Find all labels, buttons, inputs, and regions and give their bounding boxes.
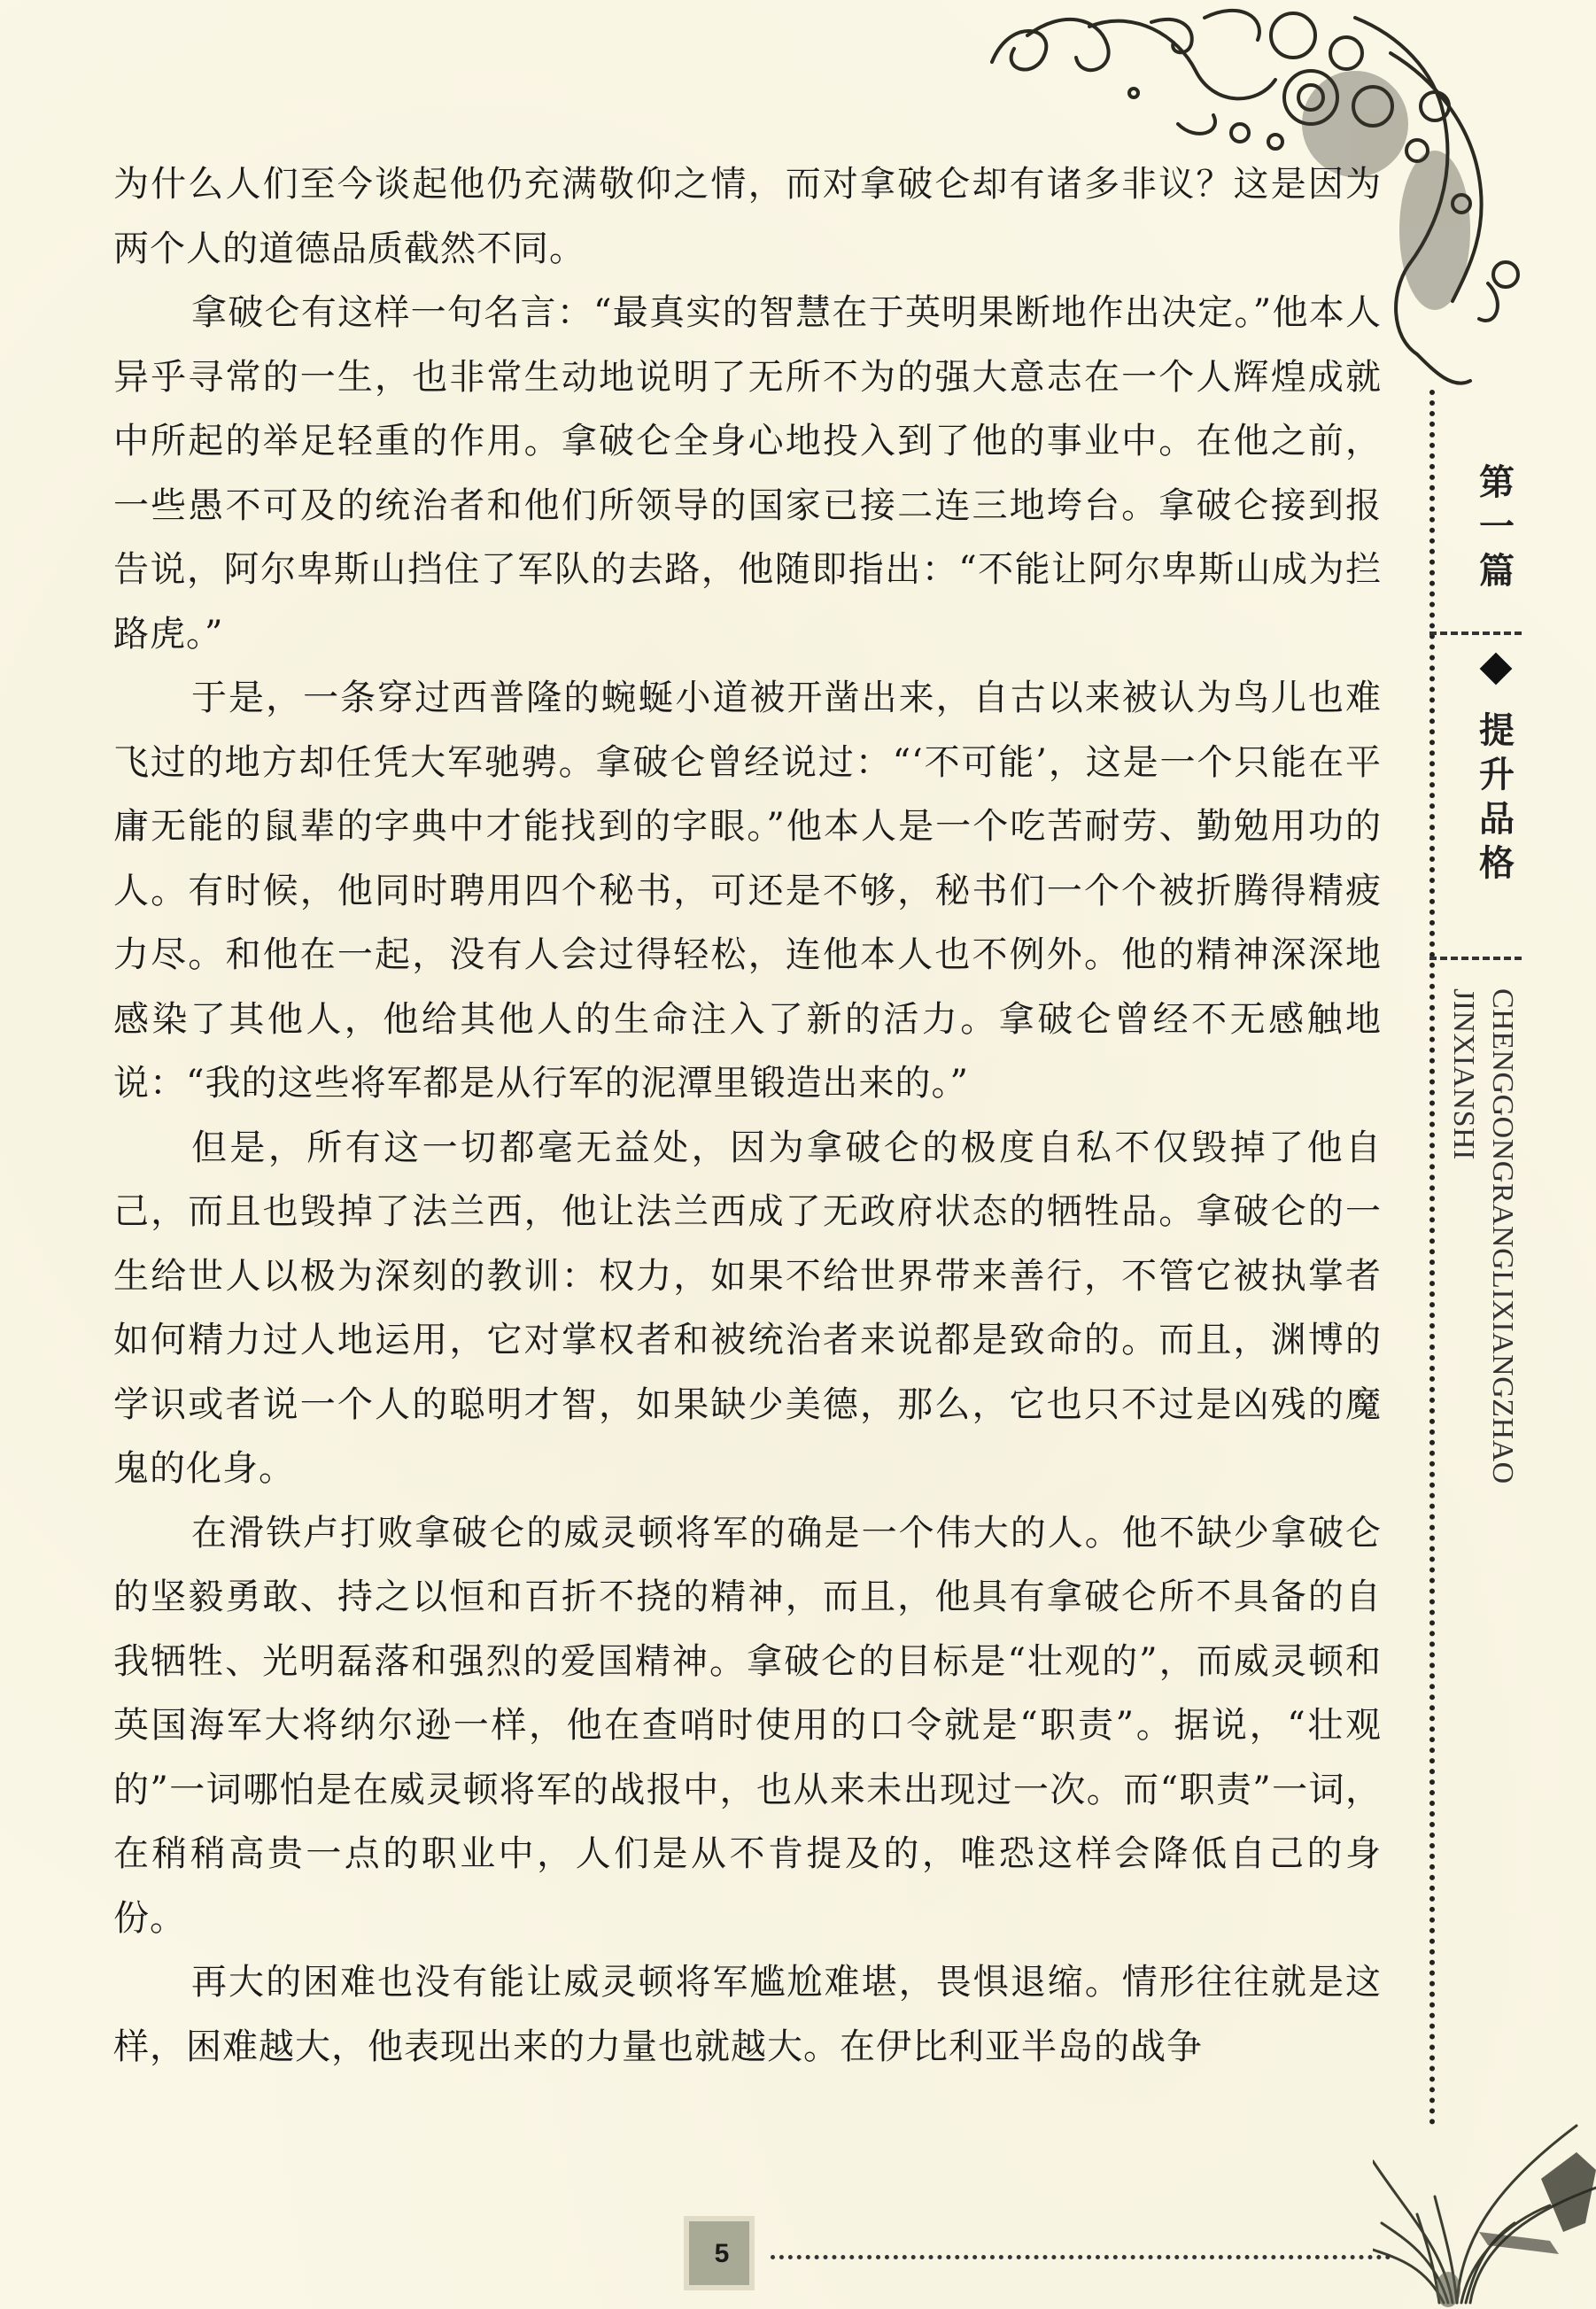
paragraph: 再大的困难也没有能让威灵顿将军尴尬难堪，畏惧退缩。情形往往就是这样，困难越大，他表现出来的力量也就越大。在伊比利亚半岛的战争 xyxy=(113,1962,1382,2067)
chapter-label: 第 一 篇 xyxy=(1479,462,1515,592)
paragraph: 于是，一条穿过西普隆的蜿蜒小道被开凿出来，自古以来被认为鸟儿也难飞过的地方却任凭大军驰骋。拿破仑曾经说过：“‘不可能’，这是一个只能在平庸无能的鼠辈的字典中才能找到的字眼。”他本人是一个吃苦耐劳、勤勉用功的人。有时候，他同时聘用四个秘书，可还是不够，秘书们一个个被折腾得精疲力尽。和他在一起，没有人会过得轻松，连他本人也不例外。他的精神深深地感染了其他人，他给其他人的生命注入了新的活力。拿破仑曾经不无感触地说：“我的这些将军都是从行军的泥潭里锻造出来的。” xyxy=(113,678,1382,1104)
sidebar-dotted-rule xyxy=(1429,390,1435,2126)
sidebar-divider xyxy=(1429,631,1522,635)
body-text xyxy=(113,152,1382,2079)
footer-dotted-rule xyxy=(771,2255,1391,2259)
sidebar-divider xyxy=(1429,957,1522,960)
book-title-pinyin: CHENGGONGRANGLIXIANGZHAO JINXIANSHI xyxy=(1447,988,1519,1484)
grass-butterfly-icon xyxy=(1373,2037,1596,2309)
section-label: 提 升 品 格 xyxy=(1479,710,1515,884)
page-number-badge xyxy=(673,2214,788,2294)
paragraph: 但是，所有这一切都毫无益处，因为拿破仑的极度自私不仅毁掉了他自己，而且也毁掉了法兰西，他让法兰西成了无政府状态的牺牲品。拿破仑的一生给世人以极为深刻的教训：权力，如果不给世界带来善行，不管它被执掌者如何精力过人地运用，它对掌权者和被统治者来说都是致命的。而且，渊博的学识或者说一个人的聪明才智，如果缺少美德，那么，它也只不过是凶残的魔鬼的化身。 xyxy=(113,1127,1382,1489)
paragraph: 拿破仑有这样一句名言：“最真实的智慧在于英明果断地作出决定。”他本人异乎寻常的一生，也非常生动地说明了无所不为的强大意志在一个人辉煌成就中所起的举足轻重的作用。拿破仑全身心地投入到了他的事业中。在他之前，一些愚不可及的统治者和他们所领导的国家已接二连三地垮台。拿破仑接到报告说，阿尔卑斯山挡住了军队的去路，他随即指出：“不能让阿尔卑斯山成为拦路虎。” xyxy=(113,292,1382,655)
page-number: 5 xyxy=(714,2239,730,2268)
paragraph: 在滑铁卢打败拿破仑的威灵顿将军的确是一个伟大的人。他不缺少拿破仑的坚毅勇敢、持之以恒和百折不挠的精神，而且，他具有拿破仑所不具备的自我牺牲、光明磊落和强烈的爱国精神。拿破仑的目标是“壮观的”，而威灵顿和英国海军大将纳尔逊一样，他在查哨时使用的口令就是“职责”。据说，“壮观的”一词哪怕是在威灵顿将军的战报中，也从来未出现过一次。而“职责”一词，在稍稍高贵一点的职业中，人们是从不肯提及的，唯恐这样会降低自己的身份。 xyxy=(113,1512,1382,1939)
paragraph: 为什么人们至今谈起他仍充满敬仰之情，而对拿破仑却有诸多非议？这是因为两个人的道德品质截然不同。 xyxy=(113,164,1382,269)
